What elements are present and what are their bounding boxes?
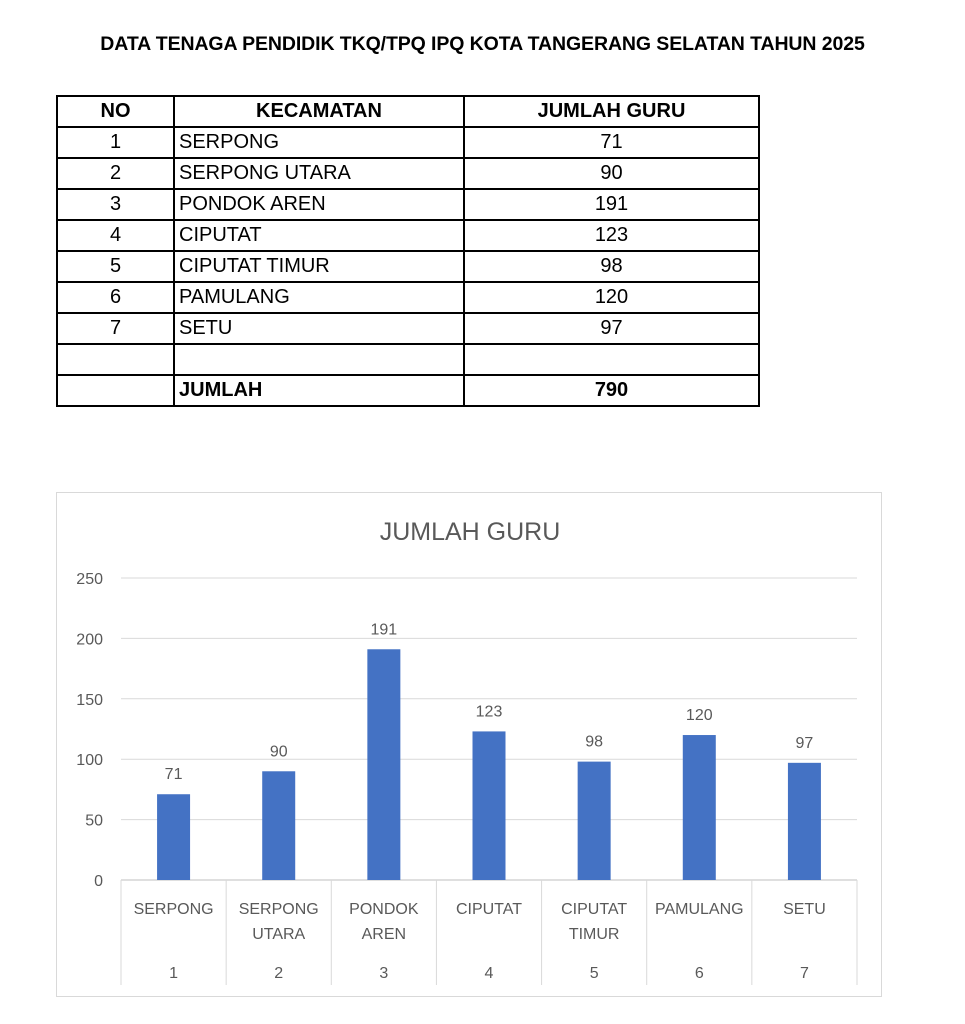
cell-kecamatan: SERPONG [174,127,464,158]
y-tick-label: 50 [85,812,103,830]
bar [473,731,506,880]
table-total-row [57,375,759,406]
data-label: 90 [269,743,288,761]
teacher-data-table [56,95,760,407]
header-jumlah-guru: JUMLAH GURU [464,96,759,127]
x-category-label: AREN [361,926,407,943]
x-category-label: SERPONG [238,901,319,918]
header-no: NO [57,96,174,127]
cell-no: 1 [57,127,174,158]
y-tick-label: 200 [76,631,103,649]
table-row [57,282,759,313]
x-category-label: PAMULANG [654,901,744,918]
table-row [57,220,759,251]
x-number-label: 4 [484,965,494,982]
cell-no: 5 [57,251,174,282]
cell-no: 6 [57,282,174,313]
total-value: 790 [464,375,759,406]
cell-no: 2 [57,158,174,189]
cell-jumlah-guru: 98 [464,251,759,282]
document-title: DATA TENAGA PENDIDIK TKQ/TPQ IPQ KOTA TANGERANG SELATAN TAHUN 2025 [100,33,865,55]
y-tick-label: 150 [76,691,103,709]
table-row [57,251,759,282]
cell-no: 4 [57,220,174,251]
cell-kecamatan: CIPUTAT [174,220,464,251]
x-number-label: 5 [589,965,599,982]
cell-jumlah-guru [464,344,759,375]
bar [788,763,821,880]
x-category-label: UTARA [252,926,306,943]
cell-total-no [57,375,174,406]
x-category-label: SETU [783,901,826,918]
cell-kecamatan: PONDOK AREN [174,189,464,220]
x-number-label: 1 [169,965,179,982]
header-kecamatan: KECAMATAN [174,96,464,127]
data-label: 97 [795,734,814,752]
bar-chart [57,493,883,998]
x-number-label: 3 [379,965,389,982]
y-tick-label: 100 [76,752,103,770]
cell-kecamatan: SERPONG UTARA [174,158,464,189]
cell-jumlah-guru: 191 [464,189,759,220]
x-category-label: TIMUR [568,926,620,943]
y-tick-label: 250 [76,571,103,588]
chart-container [56,492,882,997]
chart-title: JUMLAH GURU [379,518,561,546]
cell-jumlah-guru: 97 [464,313,759,344]
cell-kecamatan [174,344,464,375]
cell-no: 3 [57,189,174,220]
y-tick-label: 0 [94,873,103,890]
x-category-label: PONDOK [349,901,419,918]
bar [367,649,400,880]
x-category-label: CIPUTAT [455,901,523,918]
cell-jumlah-guru: 90 [464,158,759,189]
x-category-label: SERPONG [133,901,214,918]
cell-no: 7 [57,313,174,344]
data-label: 120 [685,707,713,725]
cell-no [57,344,174,375]
table-row-empty [57,344,759,375]
bar [262,771,295,880]
cell-jumlah-guru: 123 [464,220,759,251]
table-row [57,127,759,158]
table-row [57,158,759,189]
x-category-label: CIPUTAT [561,901,628,918]
cell-jumlah-guru: 71 [464,127,759,158]
bar [578,762,611,880]
table-row [57,313,759,344]
cell-kecamatan: SETU [174,313,464,344]
x-number-label: 2 [274,965,284,982]
data-label: 123 [475,703,503,721]
data-label: 191 [370,621,398,639]
table-header-row [57,96,759,127]
x-number-label: 6 [694,965,704,982]
cell-jumlah-guru: 120 [464,282,759,313]
total-label: JUMLAH [174,375,464,406]
bar [683,735,716,880]
data-label: 71 [164,766,183,784]
cell-kecamatan: CIPUTAT TIMUR [174,251,464,282]
cell-kecamatan: PAMULANG [174,282,464,313]
data-label: 98 [585,733,604,751]
bar [157,794,190,880]
x-number-label: 7 [799,965,809,982]
table-row [57,189,759,220]
